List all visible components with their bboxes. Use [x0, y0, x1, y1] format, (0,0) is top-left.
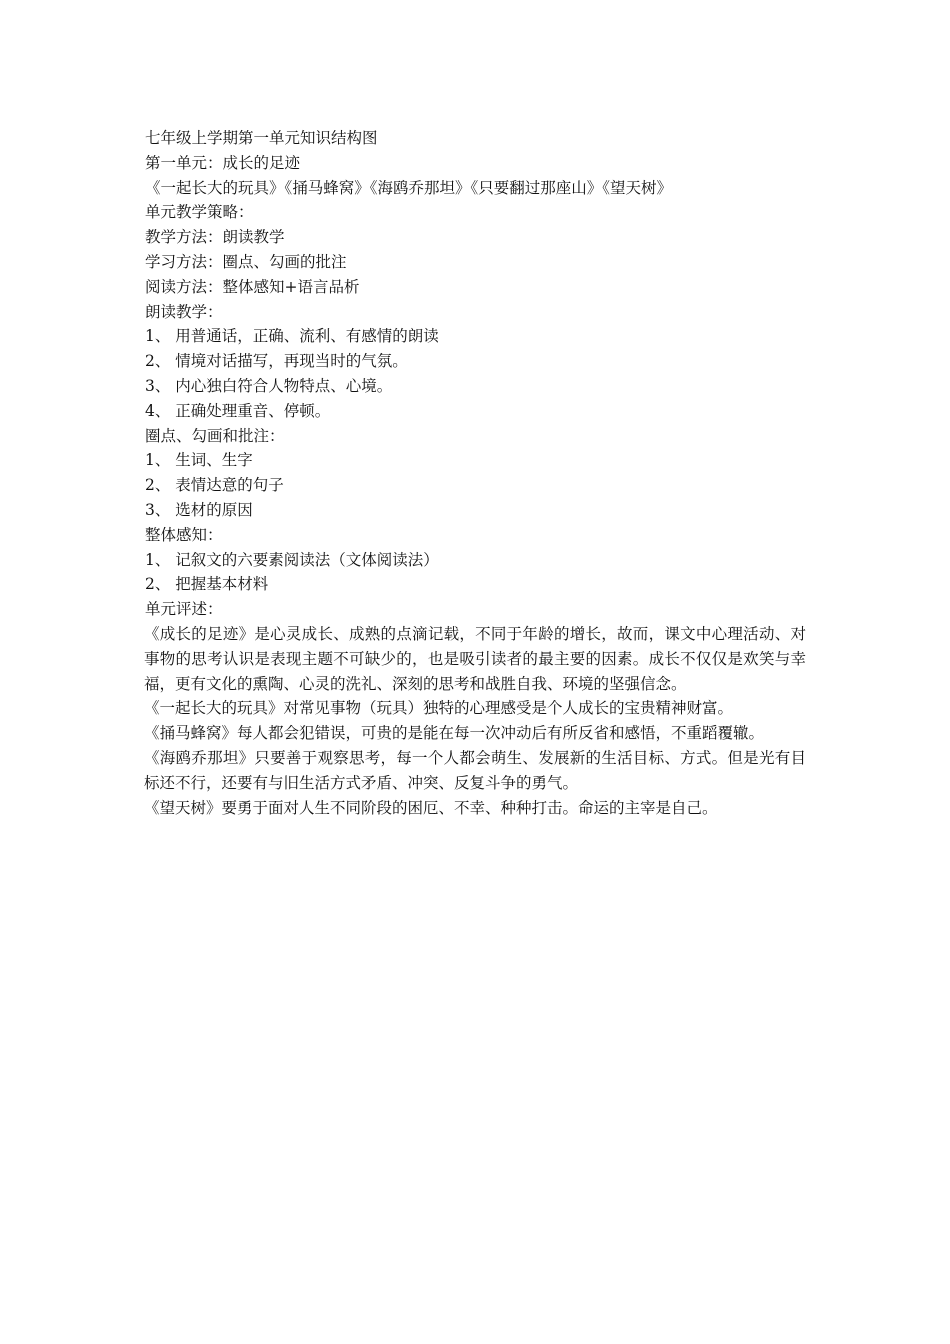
reading-item: 1、 用普通话，正确、流利、有感情的朗读: [145, 327, 439, 346]
perception-item: 2、 把握基本材料: [145, 575, 269, 594]
unit-texts: 《一起长大的玩具》《捅马蜂窝》《海鸥乔那坦》《只要翻过那座山》《望天树》: [145, 178, 673, 197]
perception-heading: 整体感知：: [145, 525, 223, 544]
review-paragraph: 《成长的足迹》是心灵成长、成熟的点滴记载，不同于年龄的增长，故而，课文中心理活动、对事物的思考认识是表现主题不可缺少的，也是吸引读者的最主要的因素。成长不仅仅是欢笑与幸福，更有文化的熏陶、心灵的洗礼、深刻的思考和战胜自我、环境的坚强信念。: [144, 624, 806, 693]
review-heading: 单元评述：: [145, 600, 223, 619]
reading-item: 4、 正确处理重音、停顿。: [145, 401, 331, 420]
review-paragraph: 《一起长大的玩具》对常见事物（玩具）独特的心理感受是个人成长的宝贵精神财富。: [144, 699, 734, 718]
review-paragraph: 《望天树》要勇于面对人生不同阶段的困厄、不幸、种种打击。命运的主宰是自己。: [144, 798, 718, 817]
document-page: [145, 126, 807, 820]
strategy-heading: 单元教学策略：: [145, 203, 254, 222]
annotation-item: 1、 生词、生字: [145, 451, 253, 470]
teaching-method: 教学方法：朗读教学: [145, 228, 285, 247]
reading-item: 2、 情境对话描写，再现当时的气氛。: [145, 352, 408, 371]
learning-method: 学习方法：圈点、勾画的批注: [145, 252, 347, 271]
annotation-item: 2、 表情达意的句子: [145, 476, 284, 495]
unit-title: 第一单元：成长的足迹: [145, 153, 301, 172]
annotation-heading: 圈点、勾画和批注：: [145, 426, 285, 445]
reading-item: 3、 内心独白符合人物特点、心境。: [145, 376, 393, 395]
review-paragraph: 《海鸥乔那坦》只要善于观察思考，每一个人都会萌生、发展新的生活目标、方式。但是光有目标还不行，还要有与旧生活方式矛盾、冲突、反复斗争的勇气。: [144, 748, 806, 792]
document-title: 七年级上学期第一单元知识结构图: [145, 129, 378, 147]
annotation-item: 3、 选材的原因: [145, 500, 253, 519]
review-paragraph: 《捅马蜂窝》每人都会犯错误，可贵的是能在每一次冲动后有所反省和感悟，不重蹈覆辙。: [144, 724, 765, 743]
perception-item: 1、 记叙文的六要素阅读法（文体阅读法）: [145, 550, 439, 569]
reading-method: 阅读方法：整体感知+语言品析: [145, 277, 360, 296]
reading-heading: 朗读教学：: [145, 302, 223, 321]
